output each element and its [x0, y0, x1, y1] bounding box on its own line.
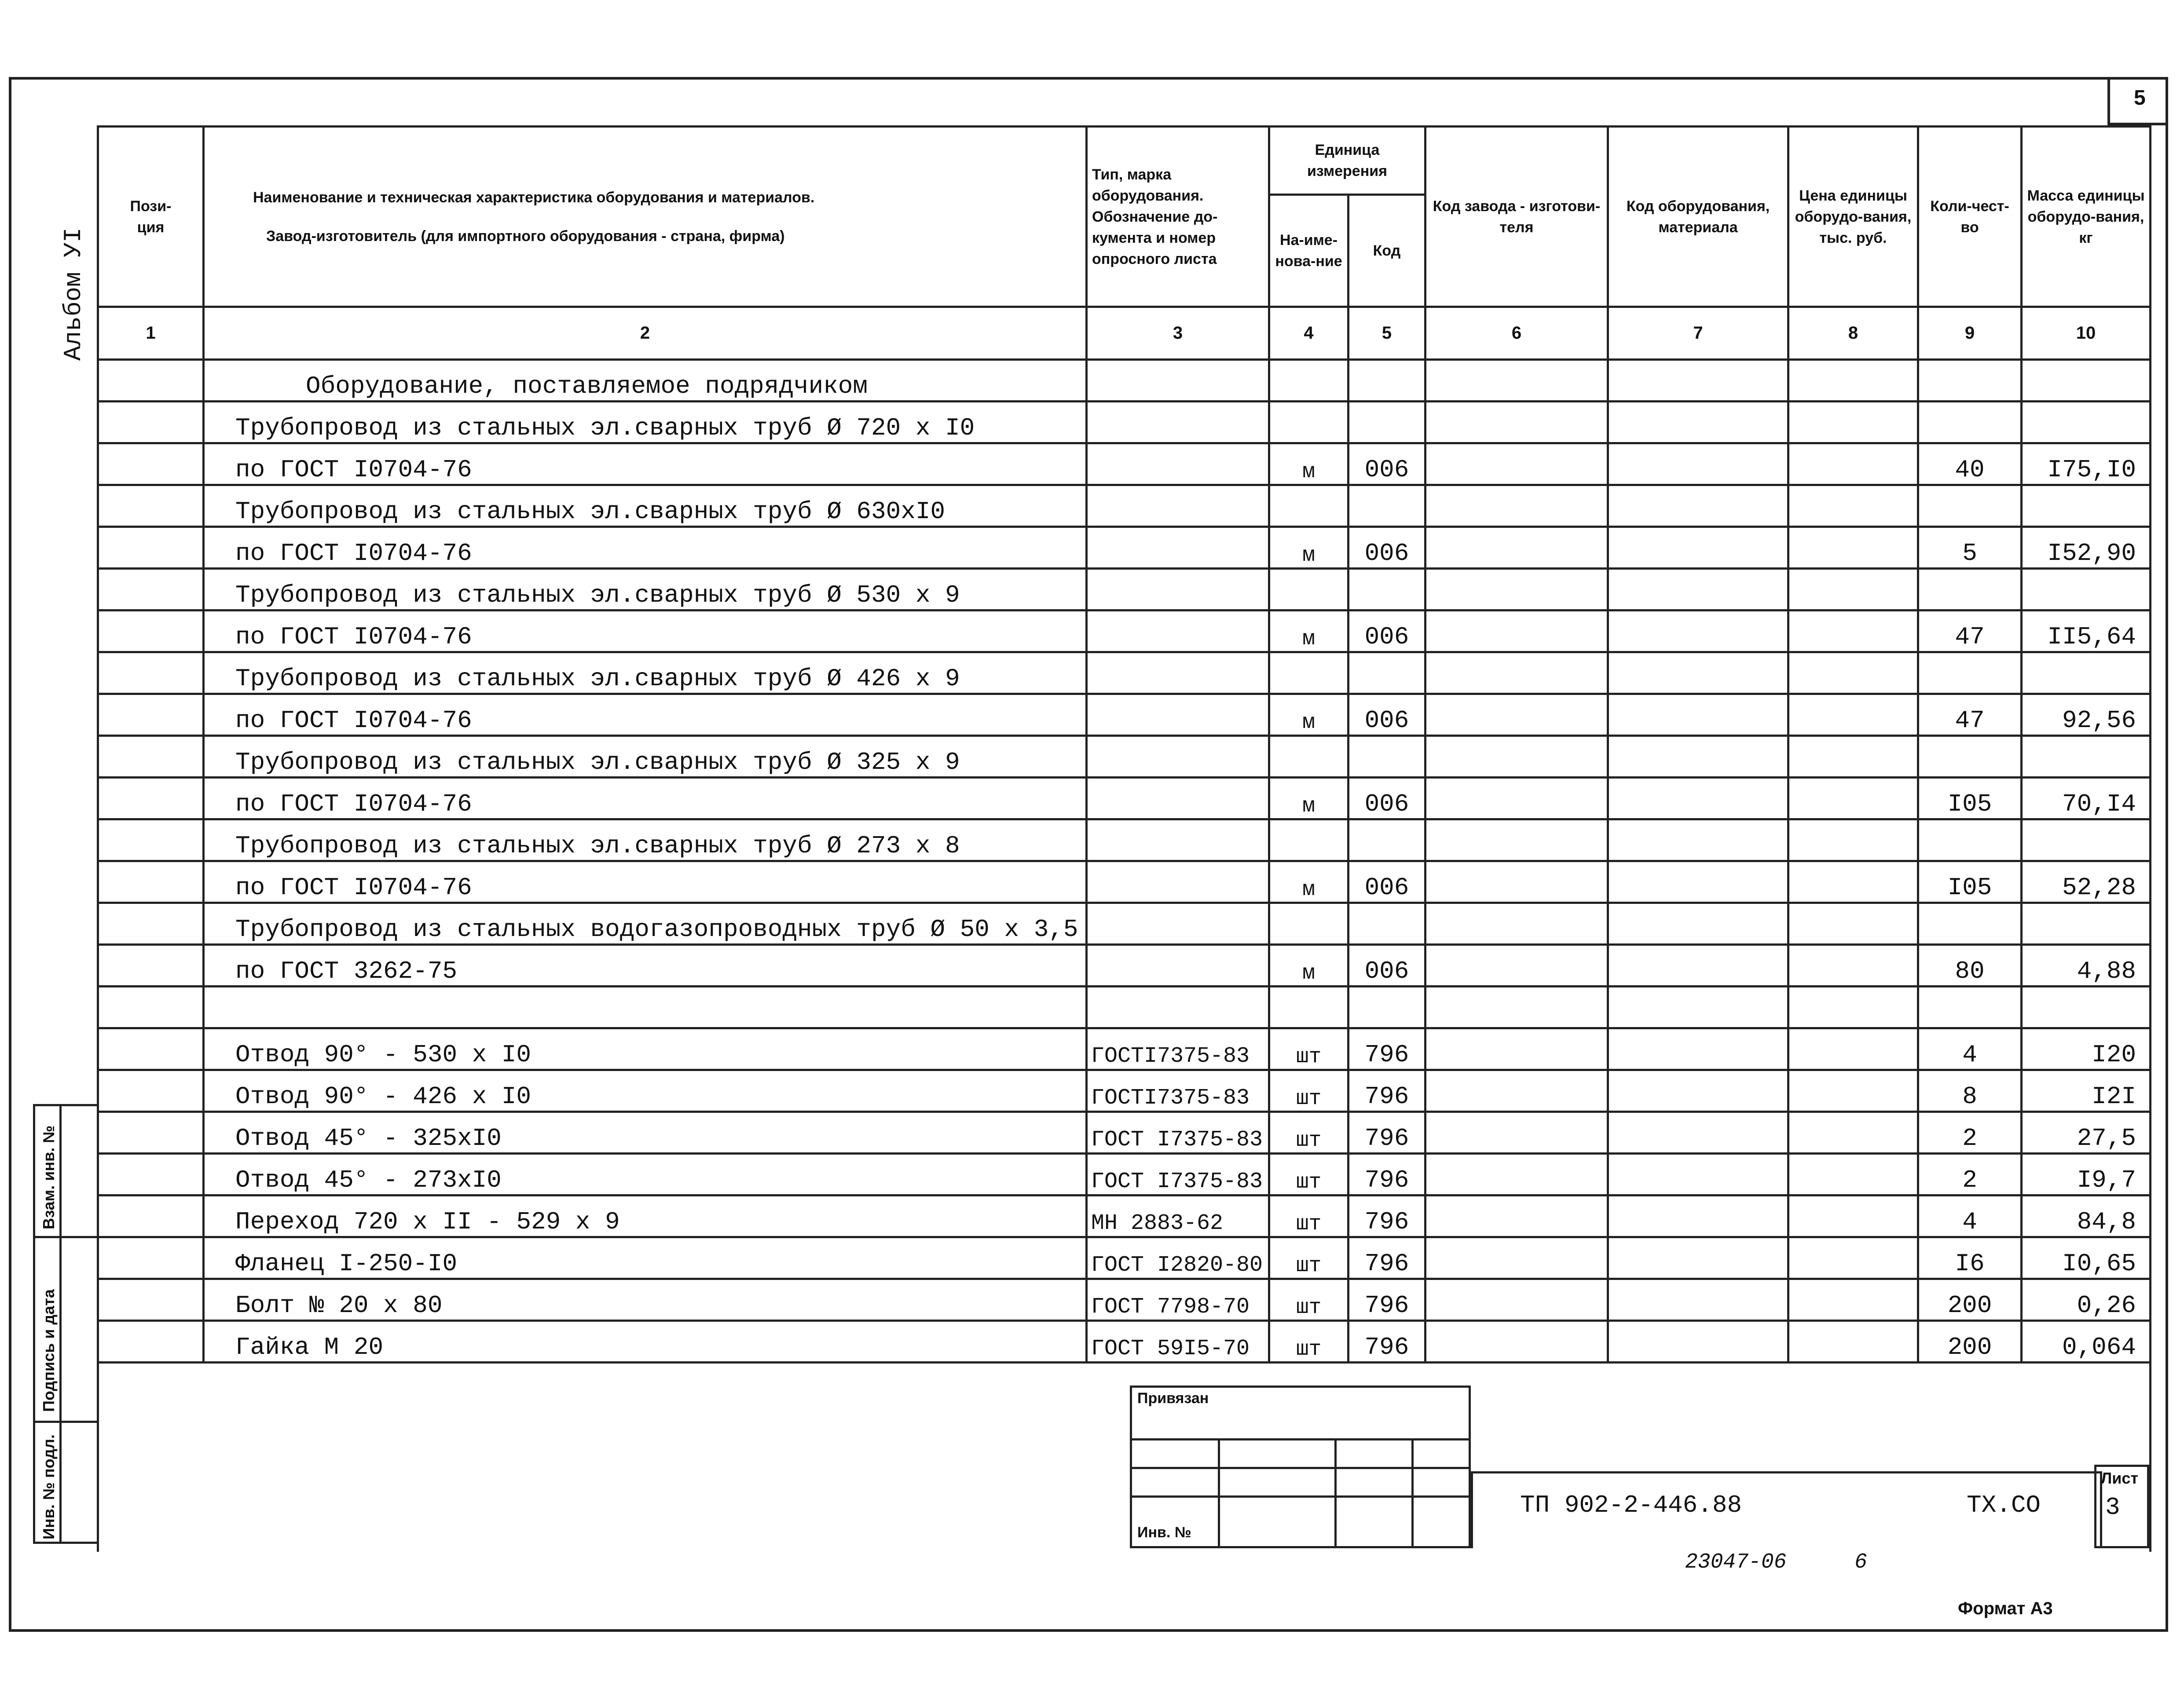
pos	[98, 443, 204, 485]
item-type: ГОСТI7375-83	[1087, 1070, 1269, 1112]
item-unit-code: 006	[1349, 945, 1425, 987]
item-name: Болт № 20 x 80	[204, 1279, 1087, 1321]
item-equipment-code	[1608, 485, 1788, 527]
item-qty: 2	[1918, 1112, 2022, 1154]
table-row	[98, 861, 2151, 903]
pos	[98, 1154, 204, 1195]
item-unit-code	[1349, 402, 1425, 443]
pos	[98, 736, 204, 778]
item-type	[1087, 945, 1269, 987]
item-factory-code	[1425, 1028, 1608, 1070]
item-equipment-code	[1608, 611, 1788, 652]
item-equipment-code	[1608, 819, 1788, 861]
table-row	[98, 987, 2151, 1028]
album-label: Альбом УI	[59, 227, 88, 361]
pos	[98, 1237, 204, 1279]
item-unit	[1269, 485, 1349, 527]
table-row	[98, 1237, 2151, 1279]
item-equipment-code	[1608, 903, 1788, 945]
item-qty: 4	[1918, 1028, 2022, 1070]
item-factory-code	[1425, 694, 1608, 736]
item-mass: 4,88	[2022, 945, 2151, 987]
item-name: по ГОСТ 3262-75	[204, 945, 1087, 987]
section-row	[98, 360, 2151, 402]
item-unit: м	[1269, 527, 1349, 569]
list-value: 3	[2105, 1493, 2120, 1521]
item-price	[1788, 402, 1918, 443]
table-row	[98, 945, 2151, 987]
col-num: 5	[1349, 307, 1425, 360]
table-row	[98, 736, 2151, 778]
item-mass	[2022, 903, 2151, 945]
item-name: по ГОСТ I0704-76	[204, 778, 1087, 819]
item-name: Трубопровод из стальных эл.сварных труб Ø 273 x 8	[204, 819, 1087, 861]
item-name: по ГОСТ I0704-76	[204, 611, 1087, 652]
item-mass	[2022, 402, 2151, 443]
table-row	[98, 1070, 2151, 1112]
pos	[98, 945, 204, 987]
item-type: МН 2883-62	[1087, 1195, 1269, 1237]
item-type: ГОСТI7375-83	[1087, 1028, 1269, 1070]
item-price	[1788, 736, 1918, 778]
item-price	[1788, 778, 1918, 819]
item-unit	[1269, 987, 1349, 1028]
section-title: Оборудование, поставляемое подрядчиком	[204, 360, 1087, 402]
item-mass: 52,28	[2022, 861, 2151, 903]
item-price	[1788, 1070, 1918, 1112]
item-price	[1788, 1237, 1918, 1279]
item-factory-code	[1425, 903, 1608, 945]
table-row	[98, 1154, 2151, 1195]
pos	[98, 778, 204, 819]
item-price	[1788, 443, 1918, 485]
item-price	[1788, 485, 1918, 527]
item-qty	[1918, 569, 2022, 611]
item-equipment-code	[1608, 1237, 1788, 1279]
item-factory-code	[1425, 1321, 1608, 1363]
item-unit: м	[1269, 694, 1349, 736]
item-factory-code	[1425, 861, 1608, 903]
item-type	[1087, 736, 1269, 778]
item-mass: 0,064	[2022, 1321, 2151, 1363]
item-unit-code: 796	[1349, 1028, 1425, 1070]
item-qty: 47	[1918, 694, 2022, 736]
item-mass	[2022, 987, 2151, 1028]
pos	[98, 1321, 204, 1363]
item-qty: 5	[1918, 527, 2022, 569]
item-equipment-code	[1608, 1195, 1788, 1237]
col-num: 2	[204, 307, 1087, 360]
item-unit: м	[1269, 778, 1349, 819]
col-num: 9	[1918, 307, 2022, 360]
table-row	[98, 485, 2151, 527]
item-price	[1788, 903, 1918, 945]
table-row	[98, 778, 2151, 819]
item-unit: м	[1269, 945, 1349, 987]
item-qty: I05	[1918, 861, 2022, 903]
item-unit: шт	[1269, 1321, 1349, 1363]
header-unit-name: На-име-нова-ние	[1269, 195, 1349, 307]
item-equipment-code	[1608, 1112, 1788, 1154]
pos	[98, 819, 204, 861]
item-price	[1788, 527, 1918, 569]
item-name: по ГОСТ I0704-76	[204, 861, 1087, 903]
item-unit: шт	[1269, 1070, 1349, 1112]
item-equipment-code	[1608, 1279, 1788, 1321]
item-type	[1087, 861, 1269, 903]
item-factory-code	[1425, 485, 1608, 527]
list-label: Лист	[2101, 1469, 2139, 1487]
table-row	[98, 903, 2151, 945]
header-type: Тип, марка оборудования. Обозначение до-кумента и номер опросного листа	[1087, 127, 1269, 307]
col-num: 8	[1788, 307, 1918, 360]
item-qty: 4	[1918, 1195, 2022, 1237]
item-unit: шт	[1269, 1112, 1349, 1154]
item-equipment-code	[1608, 778, 1788, 819]
item-unit-code	[1349, 652, 1425, 694]
item-unit-code: 796	[1349, 1237, 1425, 1279]
item-price	[1788, 652, 1918, 694]
item-factory-code	[1425, 611, 1608, 652]
table-row	[98, 1321, 2151, 1363]
item-unit	[1269, 736, 1349, 778]
item-unit: шт	[1269, 1195, 1349, 1237]
pos	[98, 987, 204, 1028]
item-equipment-code	[1608, 569, 1788, 611]
item-price	[1788, 569, 1918, 611]
table-row	[98, 1112, 2151, 1154]
item-qty: 40	[1918, 443, 2022, 485]
side-label-podpis: Подпись и дата	[40, 1289, 58, 1412]
pos	[98, 611, 204, 652]
item-factory-code	[1425, 527, 1608, 569]
item-mass: I2I	[2022, 1070, 2151, 1112]
item-name: по ГОСТ I0704-76	[204, 527, 1087, 569]
header-equipment-code: Код оборудования, материала	[1608, 127, 1788, 307]
item-unit: шт	[1269, 1237, 1349, 1279]
item-factory-code	[1425, 1112, 1608, 1154]
header-name-line2: Завод-изготовитель (для импортного оборудования - страна, фирма)	[266, 227, 785, 245]
item-equipment-code	[1608, 443, 1788, 485]
item-equipment-code	[1608, 694, 1788, 736]
item-mass: I0,65	[2022, 1237, 2151, 1279]
item-unit	[1269, 569, 1349, 611]
pos	[98, 527, 204, 569]
item-qty: I05	[1918, 778, 2022, 819]
col-num: 6	[1425, 307, 1608, 360]
item-unit	[1269, 903, 1349, 945]
item-unit	[1269, 402, 1349, 443]
item-equipment-code	[1608, 527, 1788, 569]
item-name: Трубопровод из стальных эл.сварных труб Ø 530 x 9	[204, 569, 1087, 611]
specification-table	[97, 125, 2151, 1552]
item-unit-code: 006	[1349, 611, 1425, 652]
item-qty: 8	[1918, 1070, 2022, 1112]
table-row	[98, 1195, 2151, 1237]
item-price	[1788, 611, 1918, 652]
item-mass: I9,7	[2022, 1154, 2151, 1195]
item-unit-code	[1349, 736, 1425, 778]
item-factory-code	[1425, 443, 1608, 485]
item-factory-code	[1425, 1195, 1608, 1237]
col-num: 7	[1608, 307, 1788, 360]
item-price	[1788, 819, 1918, 861]
item-qty: 47	[1918, 611, 2022, 652]
item-mass: 92,56	[2022, 694, 2151, 736]
item-unit-code	[1349, 569, 1425, 611]
header-row-1	[98, 127, 2151, 195]
item-equipment-code	[1608, 736, 1788, 778]
side-label-vzam: Взам. инв. №	[40, 1125, 58, 1229]
item-type	[1087, 903, 1269, 945]
item-price	[1788, 861, 1918, 903]
item-price	[1788, 694, 1918, 736]
item-qty	[1918, 903, 2022, 945]
item-mass: I52,90	[2022, 527, 2151, 569]
pos	[98, 861, 204, 903]
item-unit-code: 796	[1349, 1321, 1425, 1363]
item-name: Трубопровод из стальных водогазопроводных труб Ø 50 x 3,5	[204, 903, 1087, 945]
pos	[98, 1070, 204, 1112]
item-unit-code: 796	[1349, 1279, 1425, 1321]
item-mass: 27,5	[2022, 1112, 2151, 1154]
item-factory-code	[1425, 569, 1608, 611]
item-unit-code: 006	[1349, 694, 1425, 736]
header-unit: Единица измерения	[1269, 127, 1425, 195]
item-price	[1788, 1321, 1918, 1363]
table-row	[98, 1279, 2151, 1321]
item-unit-code: 006	[1349, 527, 1425, 569]
column-number-row	[98, 307, 2151, 360]
item-unit-code: 796	[1349, 1070, 1425, 1112]
table-row	[98, 1028, 2151, 1070]
item-type	[1087, 527, 1269, 569]
item-unit: шт	[1269, 1279, 1349, 1321]
item-factory-code	[1425, 1154, 1608, 1195]
sheet-number: 5	[2134, 86, 2146, 110]
item-equipment-code	[1608, 402, 1788, 443]
item-unit-code	[1349, 485, 1425, 527]
item-unit-code: 006	[1349, 861, 1425, 903]
side-label-inv: Инв. № подл.	[40, 1434, 58, 1539]
item-price	[1788, 987, 1918, 1028]
col-num: 10	[2022, 307, 2151, 360]
table-row	[98, 819, 2151, 861]
item-name: Фланец I-250-I0	[204, 1237, 1087, 1279]
header-unit-code: Код	[1349, 195, 1425, 307]
item-price	[1788, 1195, 1918, 1237]
item-type	[1087, 987, 1269, 1028]
pos	[98, 402, 204, 443]
item-unit	[1269, 652, 1349, 694]
item-type: ГОСТ 59I5-70	[1087, 1321, 1269, 1363]
pos	[98, 1112, 204, 1154]
pos	[98, 1279, 204, 1321]
item-factory-code	[1425, 778, 1608, 819]
item-qty	[1918, 819, 2022, 861]
item-name: Отвод 90° - 426 x I0	[204, 1070, 1087, 1112]
item-equipment-code	[1608, 1154, 1788, 1195]
pos	[98, 903, 204, 945]
item-qty	[1918, 485, 2022, 527]
item-qty	[1918, 652, 2022, 694]
format-label: Формат А3	[1958, 1599, 2053, 1618]
item-type	[1087, 778, 1269, 819]
item-name: Отвод 90° - 530 x I0	[204, 1028, 1087, 1070]
header-factory-code: Код завода - изготови-теля	[1425, 127, 1608, 307]
item-mass: I75,I0	[2022, 443, 2151, 485]
item-unit-code	[1349, 987, 1425, 1028]
item-type: ГОСТ 7798-70	[1087, 1279, 1269, 1321]
item-mass: II5,64	[2022, 611, 2151, 652]
item-price	[1788, 1028, 1918, 1070]
item-mass	[2022, 569, 2151, 611]
item-mass	[2022, 485, 2151, 527]
item-unit: м	[1269, 861, 1349, 903]
table-row	[98, 611, 2151, 652]
pos	[98, 1028, 204, 1070]
pos	[98, 694, 204, 736]
item-type	[1087, 819, 1269, 861]
item-type	[1087, 569, 1269, 611]
item-price	[1788, 945, 1918, 987]
item-unit: шт	[1269, 1028, 1349, 1070]
inv-no-label: Инв. №	[1137, 1524, 1191, 1541]
item-factory-code	[1425, 652, 1608, 694]
item-name: по ГОСТ I0704-76	[204, 443, 1087, 485]
col-num: 3	[1087, 307, 1269, 360]
item-equipment-code	[1608, 1028, 1788, 1070]
item-factory-code	[1425, 1237, 1608, 1279]
table-row	[98, 443, 2151, 485]
item-price	[1788, 1279, 1918, 1321]
header-pos: Пози- ция	[98, 127, 204, 307]
archive-number: 23047-06	[1685, 1550, 1787, 1574]
header-name-line1: Наименование и техническая характеристика оборудования и материалов.	[253, 189, 815, 206]
item-unit-code	[1349, 819, 1425, 861]
item-qty: 200	[1918, 1321, 2022, 1363]
item-qty: I6	[1918, 1237, 2022, 1279]
item-qty	[1918, 402, 2022, 443]
item-name: Трубопровод из стальных эл.сварных труб Ø 325 x 9	[204, 736, 1087, 778]
item-name: Гайка М 20	[204, 1321, 1087, 1363]
item-type	[1087, 402, 1269, 443]
item-factory-code	[1425, 819, 1608, 861]
item-unit: м	[1269, 443, 1349, 485]
item-unit-code: 006	[1349, 443, 1425, 485]
item-name: Переход 720 x II - 529 x 9	[204, 1195, 1087, 1237]
item-equipment-code	[1608, 945, 1788, 987]
item-factory-code	[1425, 1070, 1608, 1112]
header-mass: Масса единицы оборудо-вания, кг	[2022, 127, 2151, 307]
item-qty	[1918, 987, 2022, 1028]
item-type: ГОСТ I2820-80	[1087, 1237, 1269, 1279]
item-mass	[2022, 819, 2151, 861]
item-mass: 84,8	[2022, 1195, 2151, 1237]
item-factory-code	[1425, 1279, 1608, 1321]
item-equipment-code	[1608, 987, 1788, 1028]
header-name	[204, 127, 1087, 307]
pos	[98, 485, 204, 527]
item-factory-code	[1425, 945, 1608, 987]
item-mass	[2022, 736, 2151, 778]
item-type: ГОСТ I7375-83	[1087, 1112, 1269, 1154]
document-code: ТП 902-2-446.88	[1520, 1491, 1742, 1519]
item-type	[1087, 694, 1269, 736]
item-equipment-code	[1608, 1321, 1788, 1363]
col-num: 4	[1269, 307, 1349, 360]
table-row	[98, 694, 2151, 736]
table-body	[98, 402, 2151, 1363]
item-unit-code	[1349, 903, 1425, 945]
item-mass: 0,26	[2022, 1279, 2151, 1321]
item-unit: шт	[1269, 1154, 1349, 1195]
item-equipment-code	[1608, 1070, 1788, 1112]
item-type	[1087, 652, 1269, 694]
item-qty: 200	[1918, 1279, 2022, 1321]
item-unit-code: 006	[1349, 778, 1425, 819]
table-row	[98, 569, 2151, 611]
pos	[98, 569, 204, 611]
item-mass: I20	[2022, 1028, 2151, 1070]
item-price	[1788, 1154, 1918, 1195]
item-price	[1788, 1112, 1918, 1154]
pos	[98, 652, 204, 694]
item-type	[1087, 443, 1269, 485]
item-factory-code	[1425, 736, 1608, 778]
item-unit: м	[1269, 611, 1349, 652]
header-price: Цена единицы оборудо-вания, тыс. руб.	[1788, 127, 1918, 307]
table-row	[98, 402, 2151, 443]
item-type: ГОСТ I7375-83	[1087, 1154, 1269, 1195]
item-factory-code	[1425, 987, 1608, 1028]
header-qty: Коли-чест-во	[1918, 127, 2022, 307]
item-equipment-code	[1608, 861, 1788, 903]
item-name: Трубопровод из стальных эл.сварных труб Ø 720 x I0	[204, 402, 1087, 443]
item-qty: 80	[1918, 945, 2022, 987]
item-unit	[1269, 819, 1349, 861]
archive-sheet: 6	[1854, 1550, 1867, 1574]
item-factory-code	[1425, 402, 1608, 443]
item-name	[204, 987, 1087, 1028]
document-mark: ТХ.СО	[1967, 1491, 2041, 1519]
item-type	[1087, 485, 1269, 527]
item-equipment-code	[1608, 652, 1788, 694]
col-num: 1	[98, 307, 204, 360]
item-qty: 2	[1918, 1154, 2022, 1195]
item-unit-code: 796	[1349, 1112, 1425, 1154]
table-row	[98, 652, 2151, 694]
item-type	[1087, 611, 1269, 652]
item-name: Отвод 45° - 273xI0	[204, 1154, 1087, 1195]
item-unit-code: 796	[1349, 1195, 1425, 1237]
item-unit-code: 796	[1349, 1154, 1425, 1195]
item-name: Трубопровод из стальных эл.сварных труб Ø 630xI0	[204, 485, 1087, 527]
table-row	[98, 527, 2151, 569]
item-name: Трубопровод из стальных эл.сварных труб Ø 426 x 9	[204, 652, 1087, 694]
item-mass: 70,I4	[2022, 778, 2151, 819]
privyazan-label: Привязан	[1137, 1390, 1209, 1407]
item-name: Отвод 45° - 325xI0	[204, 1112, 1087, 1154]
pos	[98, 1195, 204, 1237]
item-qty	[1918, 736, 2022, 778]
item-mass	[2022, 652, 2151, 694]
item-name: по ГОСТ I0704-76	[204, 694, 1087, 736]
